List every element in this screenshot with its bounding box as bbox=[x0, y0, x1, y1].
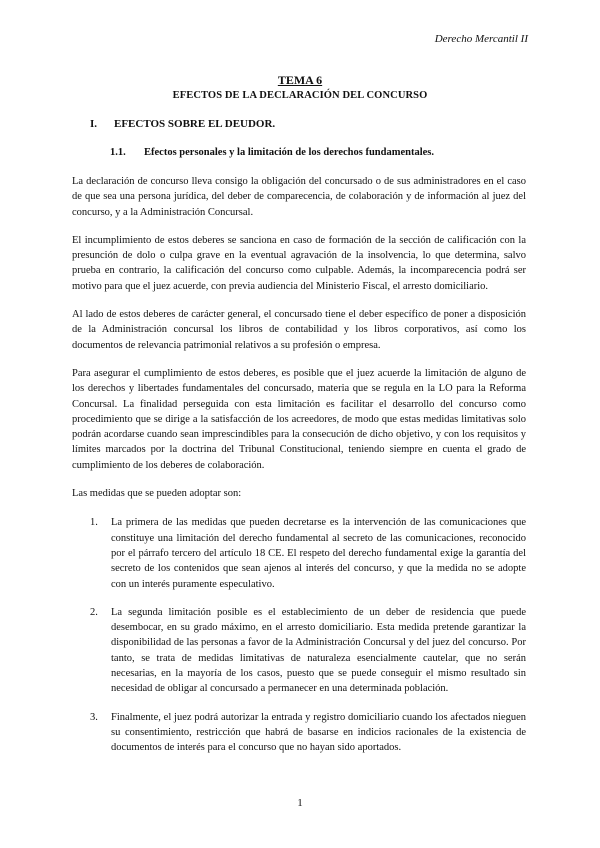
list-item bbox=[72, 710, 526, 756]
list-intro: Las medidas que se pueden adoptar son: bbox=[72, 488, 242, 500]
list-item-text: Finalmente, el juez podrá autorizar la entrada y registro domiciliario cuando los afectados nieguen su consentimiento, restricción que habrá de basarse en indicios racionales de la existencia de documentos de interés para el concurso que no hayan sido aportados. bbox=[111, 711, 526, 754]
title-block bbox=[0, 73, 600, 103]
list-item bbox=[72, 605, 526, 697]
paragraph: El incumplimiento de estos deberes se sanciona en caso de formación de la sección de calificación con la presunción de dolo o culpa grave en la eventual agravación de la insolvencia, lo que determina, salvo prueba en contrario, la calificación del concurso como culpable. Además, la incomparecencia podrá ser motivo para que el juez acuerde, con previa audiencia del Ministerio Fiscal, el arresto domiciliario. bbox=[72, 234, 526, 292]
list-item-number: 2. bbox=[90, 606, 98, 618]
section-title: EFECTOS SOBRE EL DEUDOR. bbox=[114, 118, 276, 130]
section-number: I. bbox=[90, 118, 98, 130]
subsection-heading bbox=[110, 147, 434, 158]
page-number: 1 bbox=[297, 797, 303, 809]
paragraph: Al lado de estos deberes de carácter general, el concursado tiene el deber específico de poner a disposición de la Administración concursal los libros de contabilidad y los libros corporativos, así como los documentos de relevancia patrimonial relativos a su profesión o empresa. bbox=[72, 309, 526, 351]
body-text bbox=[72, 174, 526, 769]
list-item bbox=[72, 515, 526, 591]
measures-list bbox=[72, 515, 526, 755]
paragraph: Para asegurar el cumplimiento de estos deberes, es posible que el juez acuerde la limitación de alguno de los derechos y libertades fundamentales del concursado, materia que se regula en la LO para la Reforma Concursal. La finalidad perseguida con esta limitación es facilitar el desarrollo del concurso como procedimiento que se dirige a la satisfacción de los acreedores, de modo que estas medidas limitativas solo podrán acordarse cuando sean imprescindibles para la consecución de dicho objetivo, y con los requisitos y límites marcados por la doctrina del Tribunal Constitucional, teniendo siempre en cuenta el grado de cumplimiento de los deberes de colaboración. bbox=[72, 367, 526, 471]
subsection-number: 1.1. bbox=[110, 147, 126, 158]
paragraph: La declaración de concurso lleva consigo la obligación del concursado o de sus administradores en el caso de que sea una persona jurídica, del deber de comparecencia, de colaboración y de información al juez del concurso, y a la Administración Concursal. bbox=[72, 176, 526, 218]
list-item-text: La segunda limitación posible es el establecimiento de un deber de residencia que puede desembocar, en su grado máximo, en el arresto domiciliario. Esta medida pretende garantizar la disponibilidad de las personas a favor de la Administración Concursal y del juez del concurso. Por tanto, se trata de medidas limitativas de naturaleza esencialmente cautelar, que no serán necesarias, en la mayoría de los casos, puesto que se puede conseguir el mismo resultado sin necesidad de obligar al concursado a permanecer en una determinada población. bbox=[111, 606, 526, 695]
chapter-subtitle: EFECTOS DE LA DECLARACIÓN DEL CONCURSO bbox=[172, 90, 428, 101]
running-header: Derecho Mercantil II bbox=[434, 33, 528, 45]
list-item-text: La primera de las medidas que pueden decretarse es la intervención de las comunicaciones que constituye una limitación del derecho fundamental al secreto de las comunicaciones, reconocido por el párrafo tercero del artículo 18 CE. El respeto del derecho fundamental exige la garantía del secreto de los contenidos que sean ajenos al interés del concurso, y que la medida no se adopte con un interés puramente especulativo. bbox=[111, 517, 526, 590]
chapter-title: TEMA 6 bbox=[277, 73, 323, 87]
list-item-number: 1. bbox=[90, 517, 98, 529]
section-heading bbox=[90, 118, 275, 130]
list-item-number: 3. bbox=[90, 711, 98, 723]
subsection-title: Efectos personales y la limitación de los derechos fundamentales. bbox=[144, 147, 435, 158]
